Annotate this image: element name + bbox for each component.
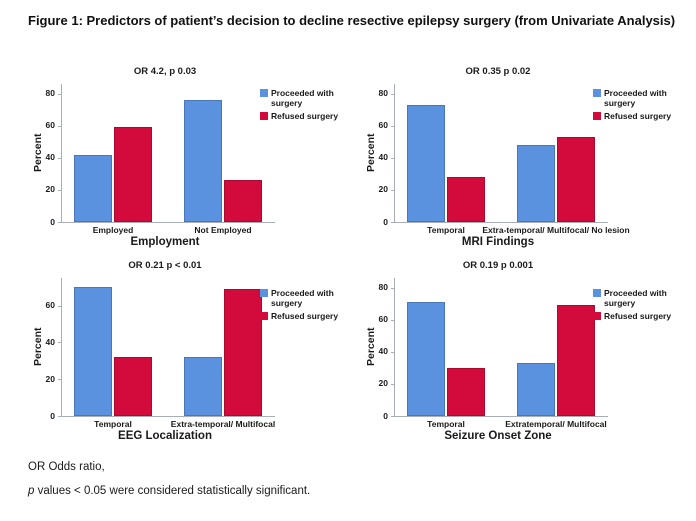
legend-label: Refused surgery xyxy=(271,111,339,121)
legend-item-refused-surgery xyxy=(260,311,360,321)
chart-subtitle: OR 0.19 p 0.001 xyxy=(462,260,534,271)
bar-proceeded-with-surgery-extra-temporal-multifocal-no-lesion xyxy=(517,145,555,222)
x-category-label: Extratemporal/ Multifocal xyxy=(505,419,607,429)
x-axis-title: MRI Findings xyxy=(461,236,535,248)
legend-item-proceeded-with-surgery xyxy=(260,288,360,308)
y-tick-label: 20 xyxy=(378,184,388,195)
legend-swatch-proceeded-with-surgery xyxy=(260,289,268,297)
bar-refused-surgery-extra-temporal-multifocal xyxy=(224,289,262,416)
legend-swatch-refused-surgery xyxy=(593,112,601,120)
x-category-label: Employed xyxy=(92,225,134,235)
x-category-label: Extra-temporal/ Multifocal/ No lesion xyxy=(482,225,630,235)
x-category-label: Temporal xyxy=(94,419,132,429)
y-tick-mark xyxy=(58,222,61,223)
y-tick-label: 20 xyxy=(45,373,55,384)
legend-item-refused-surgery xyxy=(593,311,693,321)
legend-item-refused-surgery xyxy=(593,111,693,121)
y-tick-mark xyxy=(391,288,394,289)
y-tick-label: 40 xyxy=(378,152,388,163)
legend-item-proceeded-with-surgery xyxy=(260,88,360,108)
legend-label: Proceeded with surgery xyxy=(604,88,667,108)
y-tick-label: 60 xyxy=(45,120,55,131)
bar-refused-surgery-extra-temporal-multifocal-no-lesion xyxy=(557,137,595,222)
legend xyxy=(260,88,360,124)
x-axis-title: Employment xyxy=(130,236,200,248)
y-tick-mark xyxy=(58,306,61,307)
x-axis-line xyxy=(394,222,608,223)
y-tick-mark xyxy=(58,158,61,159)
y-tick-mark xyxy=(58,126,61,127)
y-tick-mark xyxy=(58,190,61,191)
y-axis-label: Percent xyxy=(32,133,44,173)
x-axis-title: EEG Localization xyxy=(118,430,212,442)
legend-label: Proceeded with surgery xyxy=(271,88,334,108)
x-axis-title: Seizure Onset Zone xyxy=(444,430,552,442)
y-tick-mark xyxy=(391,416,394,417)
y-axis-line xyxy=(61,84,62,223)
legend-item-proceeded-with-surgery xyxy=(593,288,693,308)
bar-refused-surgery-not-employed xyxy=(224,180,262,222)
bar-proceeded-with-surgery-extratemporal-multifocal xyxy=(517,363,555,416)
y-axis-line xyxy=(394,84,395,223)
y-tick-mark xyxy=(391,320,394,321)
bar-refused-surgery-employed xyxy=(114,127,152,222)
y-tick-label: 80 xyxy=(378,88,388,99)
legend-item-proceeded-with-surgery xyxy=(593,88,693,108)
y-tick-mark xyxy=(391,222,394,223)
y-axis-label: Percent xyxy=(365,327,377,367)
y-tick-label: 80 xyxy=(378,282,388,293)
footnote-line-2 xyxy=(28,479,628,503)
y-tick-mark xyxy=(391,94,394,95)
footnote xyxy=(28,455,628,503)
chart-subtitle: OR 4.2, p 0.03 xyxy=(133,66,197,77)
legend-swatch-refused-surgery xyxy=(260,312,268,320)
chart-employment xyxy=(30,64,363,256)
x-category-label: Temporal xyxy=(427,419,465,429)
bar-refused-surgery-temporal xyxy=(447,177,485,222)
bar-refused-surgery-temporal xyxy=(447,368,485,416)
y-tick-label: 0 xyxy=(383,410,388,421)
y-axis-label: Percent xyxy=(32,327,44,367)
y-tick-label: 60 xyxy=(378,314,388,325)
y-tick-label: 40 xyxy=(378,346,388,357)
chart-seizure-onset-zone xyxy=(363,258,696,450)
chart-subtitle: OR 0.21 p < 0.01 xyxy=(128,260,202,271)
chart-mri-findings xyxy=(363,64,696,256)
y-tick-mark xyxy=(58,94,61,95)
bar-proceeded-with-surgery-temporal xyxy=(74,287,112,416)
legend xyxy=(593,288,693,324)
y-axis-label: Percent xyxy=(365,133,377,173)
legend-swatch-proceeded-with-surgery xyxy=(593,289,601,297)
bar-proceeded-with-surgery-extra-temporal-multifocal xyxy=(184,357,222,416)
y-tick-label: 0 xyxy=(50,216,55,227)
y-tick-mark xyxy=(391,158,394,159)
legend-label: Refused surgery xyxy=(271,311,339,321)
legend-label: Proceeded with surgery xyxy=(604,288,667,308)
x-axis-line xyxy=(394,416,608,417)
x-category-label: Not Employed xyxy=(194,225,252,235)
legend xyxy=(260,288,360,324)
legend-label: Proceeded with surgery xyxy=(271,288,334,308)
footnote-line-1: OR Odds ratio, xyxy=(28,461,105,473)
legend-swatch-proceeded-with-surgery xyxy=(260,89,268,97)
bar-proceeded-with-surgery-temporal xyxy=(407,105,445,222)
legend-label: Refused surgery xyxy=(604,311,672,321)
legend-item-refused-surgery xyxy=(260,111,360,121)
bar-refused-surgery-temporal xyxy=(114,357,152,416)
y-tick-label: 40 xyxy=(45,152,55,163)
figure-title: Figure 1: Predictors of patient’s decision to decline resective epilepsy surgery (from Univariate Analysis) xyxy=(28,13,676,28)
y-axis-line xyxy=(394,278,395,417)
legend-label: Refused surgery xyxy=(604,111,672,121)
y-tick-mark xyxy=(391,352,394,353)
x-axis-line xyxy=(61,222,275,223)
legend-swatch-refused-surgery xyxy=(260,112,268,120)
y-tick-label: 60 xyxy=(45,300,55,311)
x-category-label: Temporal xyxy=(427,225,465,235)
y-tick-label: 40 xyxy=(45,336,55,347)
bar-proceeded-with-surgery-temporal xyxy=(407,302,445,416)
legend-swatch-proceeded-with-surgery xyxy=(593,89,601,97)
y-tick-label: 60 xyxy=(378,120,388,131)
y-tick-mark xyxy=(391,384,394,385)
y-tick-label: 20 xyxy=(378,378,388,389)
bar-refused-surgery-extratemporal-multifocal xyxy=(557,305,595,416)
y-tick-mark xyxy=(58,342,61,343)
bar-proceeded-with-surgery-not-employed xyxy=(184,100,222,222)
y-axis-line xyxy=(61,278,62,417)
y-tick-mark xyxy=(391,190,394,191)
chart-eeg-localization xyxy=(30,258,363,450)
y-tick-label: 80 xyxy=(45,88,55,99)
legend xyxy=(593,88,693,124)
y-tick-label: 0 xyxy=(383,216,388,227)
y-tick-label: 20 xyxy=(45,184,55,195)
y-tick-mark xyxy=(391,126,394,127)
y-tick-label: 0 xyxy=(50,410,55,421)
x-category-label: Extra-temporal/ Multifocal xyxy=(170,419,276,429)
footnote-line-2-text: values < 0.05 were considered statistically significant. xyxy=(34,485,311,497)
footnote-p-symbol: p xyxy=(28,485,35,497)
legend-swatch-refused-surgery xyxy=(593,312,601,320)
y-tick-mark xyxy=(58,379,61,380)
y-tick-mark xyxy=(58,416,61,417)
x-axis-line xyxy=(61,416,275,417)
bar-proceeded-with-surgery-employed xyxy=(74,155,112,222)
chart-subtitle: OR 0.35 p 0.02 xyxy=(465,66,531,77)
